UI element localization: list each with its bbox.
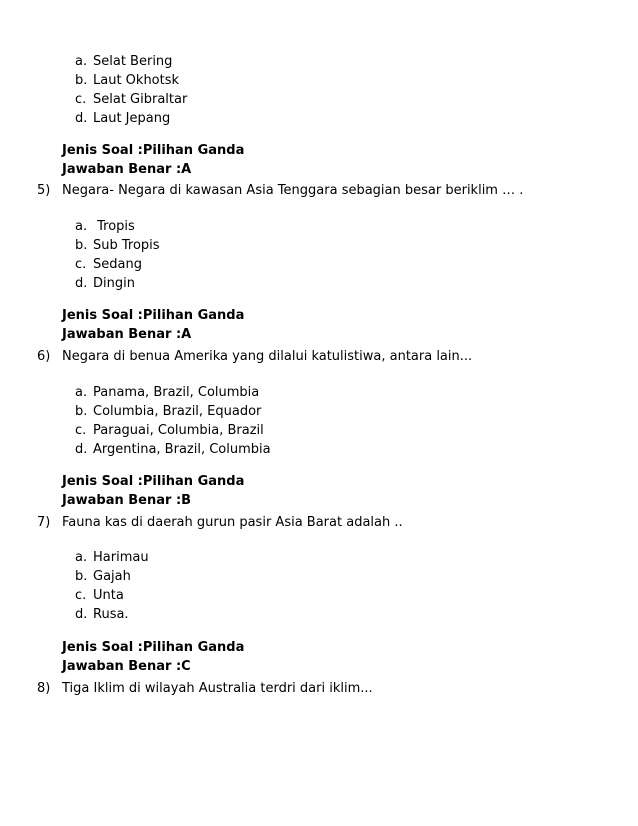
option-b: b. Sub Tropis xyxy=(75,238,160,253)
option-c: c. Unta xyxy=(75,588,124,603)
option-b: b. Columbia, Brazil, Equador xyxy=(75,404,262,419)
option-c: c. Paraguai, Columbia, Brazil xyxy=(75,423,264,438)
option-d: d. Rusa. xyxy=(75,607,129,622)
option-a: a. Tropis xyxy=(75,219,135,234)
option-c: c. Selat Gibraltar xyxy=(75,92,188,107)
question-5: 5) Negara- Negara di kawasan Asia Tenggara sebagian besar beriklim … . xyxy=(37,183,524,198)
option-a: a. Selat Bering xyxy=(75,54,173,69)
option-d: d. Argentina, Brazil, Columbia xyxy=(75,442,271,457)
question-type-label: Jenis Soal :Pilihan Ganda xyxy=(62,308,245,323)
question-type-label: Jenis Soal :Pilihan Ganda xyxy=(62,474,245,489)
question-7: 7) Fauna kas di daerah gurun pasir Asia Barat adalah .. xyxy=(37,515,403,530)
correct-answer-label: Jawaban Benar :C xyxy=(62,659,191,674)
question-6: 6) Negara di benua Amerika yang dilalui katulistiwa, antara lain... xyxy=(37,349,473,364)
option-a: a. Harimau xyxy=(75,550,149,565)
option-d: d. Dingin xyxy=(75,276,135,291)
option-c: c. Sedang xyxy=(75,257,142,272)
correct-answer-label: Jawaban Benar :A xyxy=(62,327,192,342)
option-b: b. Gajah xyxy=(75,569,131,584)
option-d: d. Laut Jepang xyxy=(75,111,171,126)
question-type-label: Jenis Soal :Pilihan Ganda xyxy=(62,143,245,158)
correct-answer-label: Jawaban Benar :A xyxy=(62,162,192,177)
option-b: b. Laut Okhotsk xyxy=(75,73,180,88)
question-type-label: Jenis Soal :Pilihan Ganda xyxy=(62,640,245,655)
correct-answer-label: Jawaban Benar :B xyxy=(62,493,192,508)
question-8: 8) Tiga Iklim di wilayah Australia terdri dari iklim... xyxy=(37,681,373,696)
option-a: a. Panama, Brazil, Columbia xyxy=(75,385,260,400)
